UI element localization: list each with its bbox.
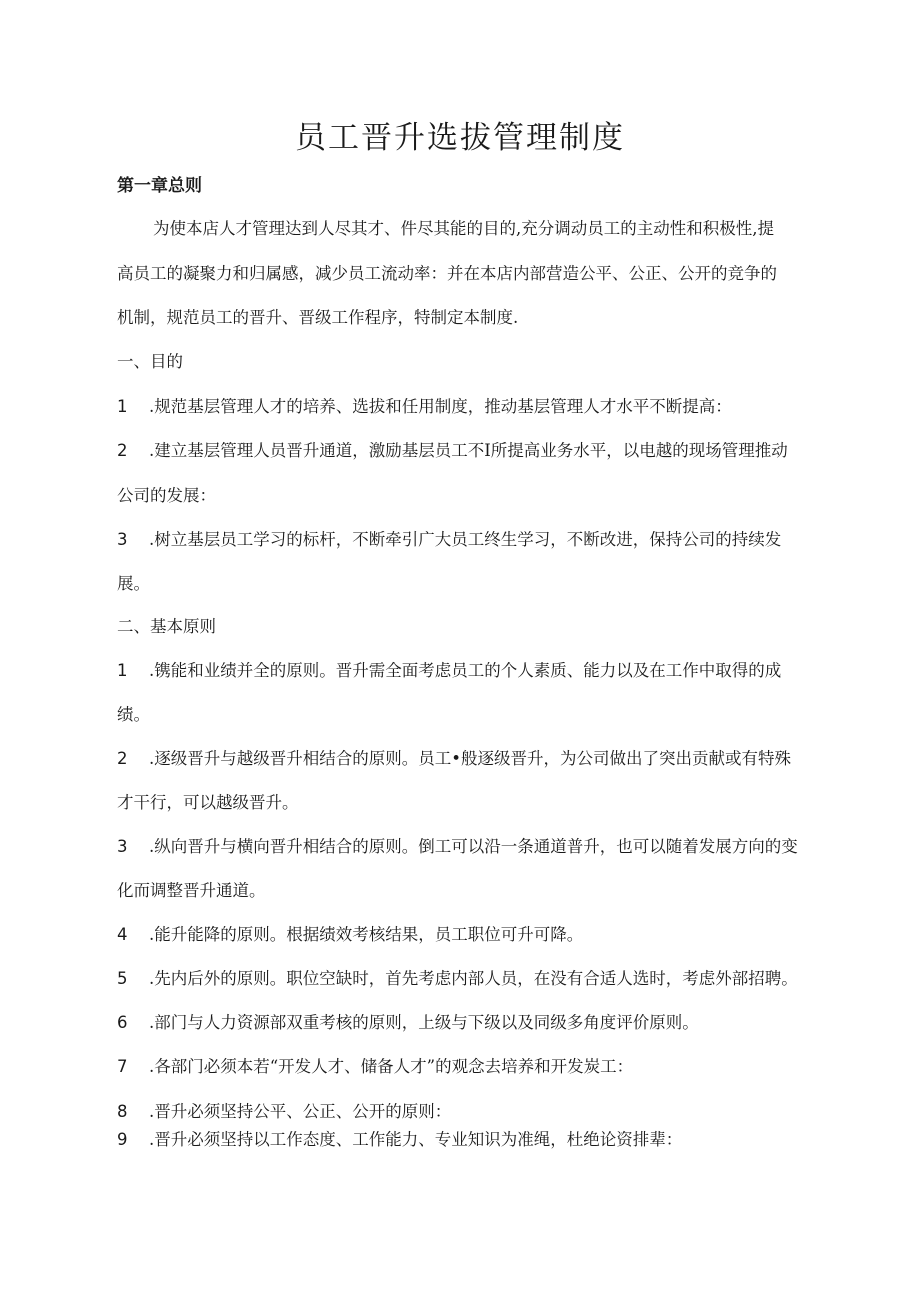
- list-item-text: .晋升必须坚持公平、公正、公开的原则：: [149, 1102, 452, 1121]
- list-item-number: 5: [117, 969, 128, 988]
- list-item: [117, 1011, 817, 1035]
- list-item: [117, 439, 817, 463]
- list-item-continuation: 公司的发展：: [117, 486, 216, 505]
- list-item-continuation: 展。: [117, 574, 150, 593]
- list-item-continuation: 化而调整晋升通道。: [117, 881, 266, 900]
- list-item: [117, 923, 817, 947]
- list-item: [117, 747, 817, 771]
- list-item-number: 2: [117, 441, 128, 460]
- list-item-text: .部门与人力资源部双重考核的原则，上级与下级以及同级多角度评价原则。: [149, 1013, 699, 1032]
- chapter-heading: 第一章总则: [117, 176, 202, 196]
- list-item-number: 7: [117, 1057, 128, 1076]
- list-item: [117, 1055, 817, 1079]
- list-item-text: .逐级晋升与越级晋升相结合的原则。员工•般逐级晋升，为公司做出了突出贡献或有特殊: [149, 749, 791, 768]
- list-item: [117, 1128, 817, 1152]
- list-item-number: 4: [117, 925, 128, 944]
- list-item-text: .规范基层管理人才的培养、选拔和任用制度，推动基层管理人才水平不断提高：: [149, 397, 732, 416]
- list-item: [117, 835, 817, 859]
- section-heading-purpose: 一、目的: [117, 352, 183, 371]
- list-item-continuation: 绩。: [117, 705, 150, 724]
- list-item-text: .先内后外的原则。职位空缺时，首先考虑内部人员，在没有合适人选时，考虑外部招聘。: [149, 969, 798, 988]
- list-item-continuation: 才干行，可以越级晋升。: [117, 793, 299, 812]
- section-heading-principles: 二、基本原则: [117, 617, 216, 636]
- list-item-text: .各部门必须本若“开发人才、储备人才”的观念去培养和开发炭工：: [149, 1057, 634, 1076]
- list-item: [117, 659, 817, 683]
- list-item-number: 3: [117, 530, 128, 549]
- list-item: [117, 395, 817, 419]
- intro-paragraph-line: 高员工的凝聚力和归属感，减少员工流动率：并在本店内部营造公平、公正、公开的竞争的: [117, 264, 777, 283]
- intro-paragraph-line: 为使本店人才管理达到人尽其才、件尽其能的目的,充分调动员工的主动性和积极性,提: [153, 219, 774, 238]
- list-item: [117, 967, 817, 991]
- list-item-number: 9: [117, 1130, 128, 1149]
- list-item-text: .纵向晋升与横向晋升相结合的原则。倒工可以沿一条通道普升，也可以随着发展方向的变: [149, 837, 798, 856]
- list-item-number: 1: [117, 397, 128, 416]
- list-item-text: .镌能和业绩并全的原则。晋升需全面考虑员工的个人素质、能力以及在工作中取得的成: [149, 661, 782, 680]
- list-item-number: 1: [117, 661, 128, 680]
- list-item: [117, 528, 817, 552]
- list-item-text: .晋升必须坚持以工作态度、工作能力、专业知识为准绳，杜绝论资排辈：: [149, 1130, 683, 1149]
- list-item-text: .建立基层管理人员晋升通道，激励基层员工不I所提高业务水平，以电越的现场管理推动: [149, 441, 788, 460]
- list-item: [117, 1100, 817, 1124]
- list-item-number: 3: [117, 837, 128, 856]
- list-item-number: 2: [117, 749, 128, 768]
- document-title: 员工晋升选拔管理制度: [295, 120, 625, 156]
- list-item-number: 8: [117, 1102, 128, 1121]
- intro-paragraph-line: 机制，规范员工的晋升、晋级工作程序，特制定本制度.: [117, 308, 519, 327]
- list-item-text: .树立基层员工学习的标杆，不断牵引广大员工终生学习，不断改进，保持公司的持续发: [149, 530, 782, 549]
- list-item-text: .能升能降的原则。根据绩效考核结果，员工职位可升可降。: [149, 925, 584, 944]
- list-item-number: 6: [117, 1013, 128, 1032]
